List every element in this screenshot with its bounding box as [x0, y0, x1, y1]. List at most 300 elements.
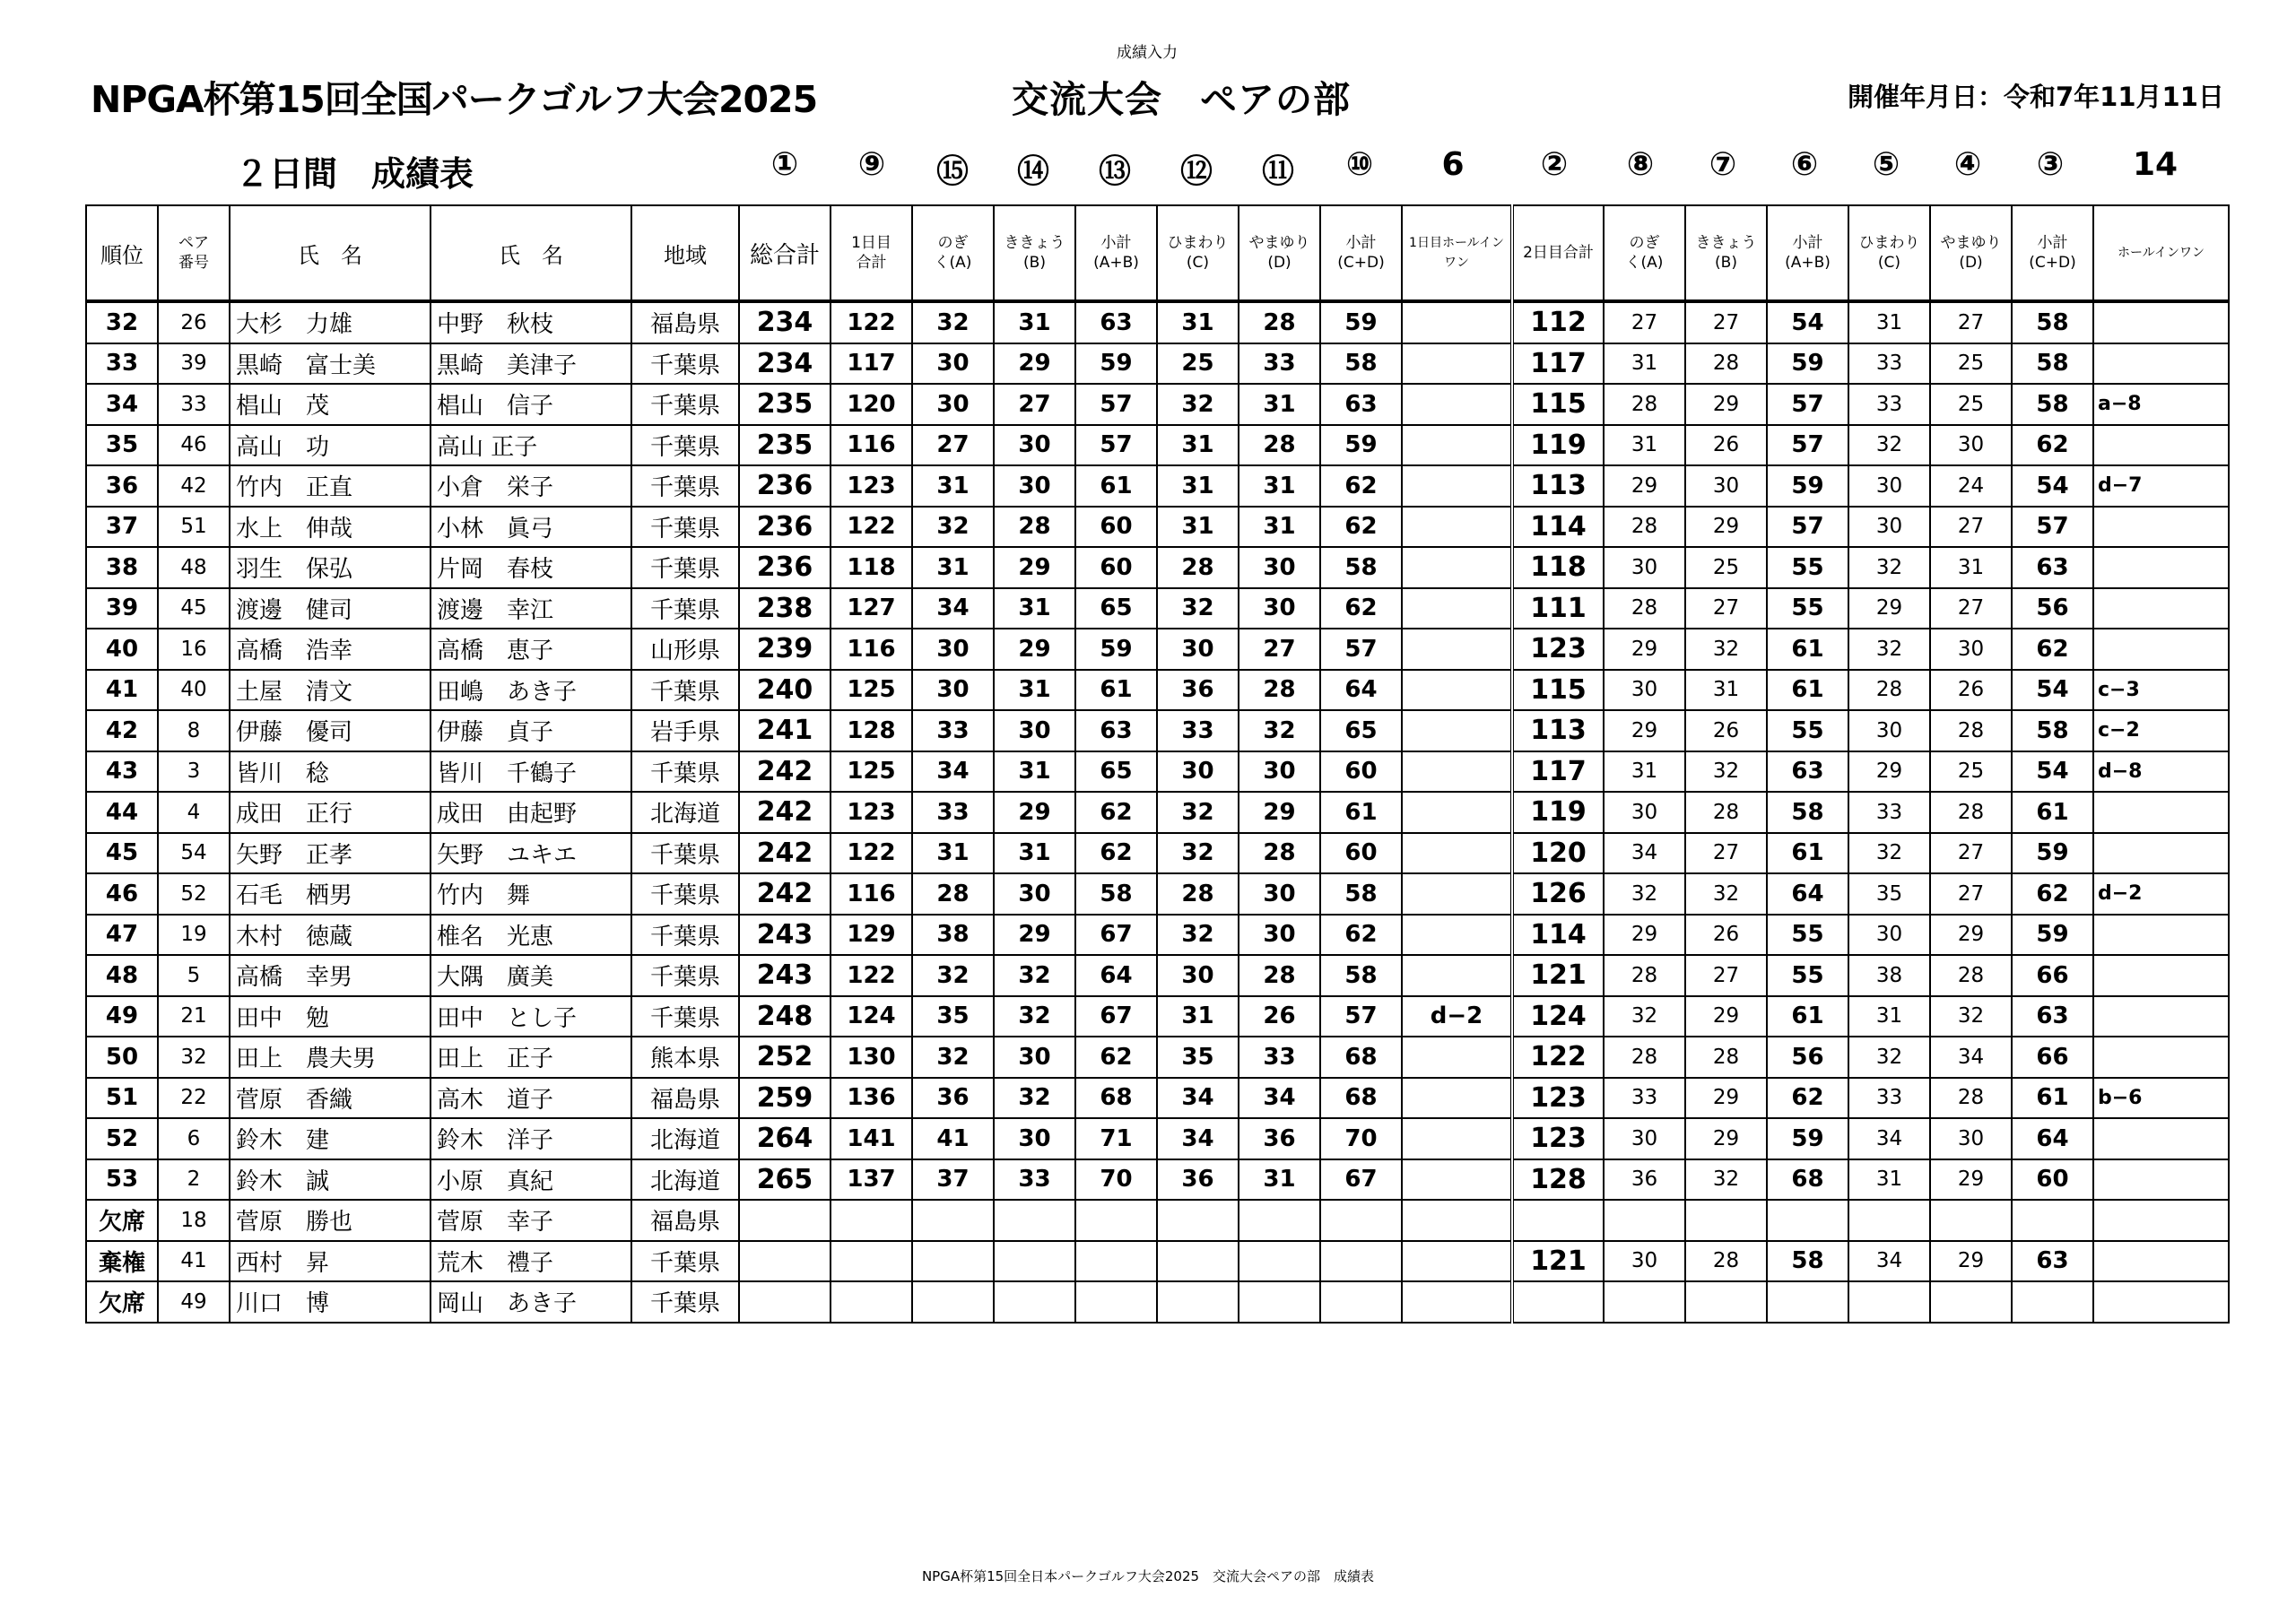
table-cell: 28 — [1604, 588, 1685, 629]
table-cell: 33 — [1848, 1078, 1930, 1119]
table-cell — [1604, 1281, 1685, 1323]
table-cell: 51 — [158, 507, 230, 548]
table-cell: 61 — [1075, 670, 1157, 711]
table-cell: 123 — [831, 792, 912, 833]
table-cell: 235 — [739, 425, 831, 466]
table-cell: 千葉県 — [631, 955, 739, 996]
table-cell — [1402, 1037, 1512, 1078]
table-cell: 122 — [831, 833, 912, 874]
table-cell: 61 — [1767, 670, 1848, 711]
table-cell: 38 — [912, 915, 994, 956]
table-cell: 熊本県 — [631, 1037, 739, 1078]
table-cell: 242 — [739, 833, 831, 874]
table-cell: 35 — [1157, 1037, 1239, 1078]
table-cell: 65 — [1075, 751, 1157, 793]
table-cell: 59 — [1320, 425, 1402, 466]
table-cell — [1685, 1281, 1767, 1323]
table-cell — [1402, 792, 1512, 833]
table-cell — [2093, 1241, 2229, 1282]
table-cell: a−8 — [2093, 384, 2229, 425]
table-cell — [2093, 425, 2229, 466]
table-cell: 243 — [739, 915, 831, 956]
table-cell: 椎名 光恵 — [430, 915, 631, 956]
table-cell — [1320, 1200, 1402, 1241]
table-cell — [739, 1241, 831, 1282]
table-cell: 28 — [1685, 343, 1767, 385]
table-cell: 千葉県 — [631, 465, 739, 507]
table-cell — [2093, 343, 2229, 385]
table-cell: 54 — [158, 833, 230, 874]
table-cell — [2093, 547, 2229, 588]
table-cell: 黒崎 美津子 — [430, 343, 631, 385]
table-cell: 29 — [1604, 710, 1685, 751]
table-cell: 32 — [1604, 996, 1685, 1037]
hole-number: 14 — [2132, 146, 2179, 183]
table-cell: 66 — [2012, 955, 2093, 996]
table-cell: 28 — [1604, 955, 1685, 996]
table-cell: 265 — [739, 1159, 831, 1201]
table-cell: 122 — [831, 507, 912, 548]
table-cell: 田嶋 あき子 — [430, 670, 631, 711]
table-cell: 252 — [739, 1037, 831, 1078]
table-cell: 58 — [2012, 384, 2093, 425]
table-cell: 石毛 栖男 — [230, 873, 430, 915]
table-cell: 28 — [1930, 792, 2012, 833]
table-cell: 30 — [1604, 1118, 1685, 1159]
table-cell: 32 — [1157, 588, 1239, 629]
table-cell: 57 — [1767, 507, 1848, 548]
table-row — [86, 955, 2229, 996]
table-cell: 欠席 — [86, 1200, 158, 1241]
table-cell: 33 — [1848, 384, 1930, 425]
table-cell: 37 — [912, 1159, 994, 1201]
table-cell: 千葉県 — [631, 343, 739, 385]
table-cell: 30 — [1604, 1241, 1685, 1282]
table-cell: 61 — [1767, 833, 1848, 874]
table-cell: 29 — [994, 629, 1075, 670]
table-cell: 47 — [86, 915, 158, 956]
table-cell: 64 — [1767, 873, 1848, 915]
table-cell: 55 — [1767, 588, 1848, 629]
table-cell — [2093, 1037, 2229, 1078]
table-cell: 30 — [1930, 1118, 2012, 1159]
table-cell: 59 — [2012, 833, 2093, 874]
table-cell: 40 — [158, 670, 230, 711]
table-cell: 130 — [831, 1037, 912, 1078]
table-cell: 62 — [2012, 425, 2093, 466]
table-cell — [2093, 792, 2229, 833]
table-cell: 61 — [1075, 465, 1157, 507]
table-cell: d−2 — [1402, 996, 1512, 1037]
table-cell: 123 — [1512, 1118, 1604, 1159]
table-cell: 高橋 浩幸 — [230, 629, 430, 670]
table-cell — [1402, 751, 1512, 793]
table-row — [86, 833, 2229, 874]
hole-number: ② — [1540, 146, 1569, 183]
table-cell: 32 — [994, 955, 1075, 996]
table-cell: 242 — [739, 873, 831, 915]
table-cell: 30 — [994, 1118, 1075, 1159]
table-cell: 30 — [1239, 588, 1320, 629]
table-cell: 小倉 栄子 — [430, 465, 631, 507]
table-cell: 57 — [2012, 507, 2093, 548]
table-cell: 62 — [1075, 792, 1157, 833]
table-cell: 千葉県 — [631, 588, 739, 629]
table-cell: 57 — [1767, 425, 1848, 466]
table-cell: 棄権 — [86, 1241, 158, 1282]
table-cell: 渡邊 健司 — [230, 588, 430, 629]
table-row — [86, 547, 2229, 588]
table-cell: 42 — [158, 465, 230, 507]
table-cell: 28 — [1239, 425, 1320, 466]
table-cell: 33 — [1604, 1078, 1685, 1119]
table-cell: 32 — [1157, 792, 1239, 833]
table-cell: 30 — [912, 670, 994, 711]
table-cell: 30 — [1848, 507, 1930, 548]
table-cell: 58 — [1767, 1241, 1848, 1282]
table-cell — [1157, 1281, 1239, 1323]
table-cell: 35 — [86, 425, 158, 466]
table-cell: 31 — [1157, 996, 1239, 1037]
table-cell: 29 — [1930, 1159, 2012, 1201]
table-cell: 28 — [1685, 1241, 1767, 1282]
table-cell: 116 — [831, 873, 912, 915]
table-cell: 64 — [1320, 670, 1402, 711]
table-cell: 28 — [1239, 833, 1320, 874]
table-cell: 31 — [1239, 507, 1320, 548]
table-cell: 25 — [1157, 343, 1239, 385]
table-cell: 62 — [1320, 915, 1402, 956]
table-cell: 70 — [1075, 1159, 1157, 1201]
table-row — [86, 465, 2229, 507]
table-cell: 33 — [994, 1159, 1075, 1201]
table-cell: c−3 — [2093, 670, 2229, 711]
table-cell: 木村 徳蔵 — [230, 915, 430, 956]
table-cell: 53 — [86, 1159, 158, 1201]
table-cell: 18 — [158, 1200, 230, 1241]
table-cell: 32 — [1685, 873, 1767, 915]
col-header: 小計(A+B) — [1075, 205, 1157, 301]
table-cell: 123 — [1512, 1078, 1604, 1119]
table-cell: d−8 — [2093, 751, 2229, 793]
hole-number: 6 — [1441, 146, 1465, 183]
table-cell — [1239, 1241, 1320, 1282]
table-cell: 33 — [1157, 710, 1239, 751]
table-cell: 67 — [1075, 915, 1157, 956]
hole-number: ③ — [2036, 146, 2065, 183]
table-cell: 岩手県 — [631, 710, 739, 751]
table-cell: 大隅 廣美 — [430, 955, 631, 996]
table-cell: c−2 — [2093, 710, 2229, 751]
table-cell: 62 — [2012, 873, 2093, 915]
table-cell: 65 — [1075, 588, 1157, 629]
page-footer: NPGA杯第15回全日本パークゴルフ大会2025 交流大会ペアの部 成績表 — [921, 1568, 1375, 1584]
table-cell — [2093, 1159, 2229, 1201]
table-cell: 123 — [831, 465, 912, 507]
table-cell: 28 — [912, 873, 994, 915]
table-cell: 32 — [1685, 751, 1767, 793]
table-cell: 西村 昇 — [230, 1241, 430, 1282]
table-cell: 29 — [1848, 588, 1930, 629]
table-row — [86, 751, 2229, 793]
table-cell: 28 — [1604, 384, 1685, 425]
table-cell: 27 — [1930, 301, 2012, 343]
table-cell: 矢野 ユキエ — [430, 833, 631, 874]
table-cell: 福島県 — [631, 301, 739, 343]
table-cell: 56 — [1767, 1037, 1848, 1078]
table-cell: 36 — [1157, 670, 1239, 711]
table-cell: 菅原 幸子 — [430, 1200, 631, 1241]
table-cell: 34 — [912, 588, 994, 629]
table-cell — [912, 1281, 994, 1323]
table-cell: 120 — [831, 384, 912, 425]
table-cell: 71 — [1075, 1118, 1157, 1159]
table-cell: 矢野 正孝 — [230, 833, 430, 874]
table-cell: 63 — [1320, 384, 1402, 425]
table-cell: 129 — [831, 915, 912, 956]
table-cell: 48 — [86, 955, 158, 996]
table-cell: 64 — [1075, 955, 1157, 996]
table-cell: 片岡 春枝 — [430, 547, 631, 588]
table-cell: 54 — [1767, 301, 1848, 343]
table-cell: 29 — [1685, 996, 1767, 1037]
table-cell: 30 — [1157, 955, 1239, 996]
table-cell: 32 — [1239, 710, 1320, 751]
table-cell: 60 — [1320, 833, 1402, 874]
table-cell: 235 — [739, 384, 831, 425]
table-cell: 30 — [1848, 465, 1930, 507]
table-cell: 31 — [1239, 384, 1320, 425]
table-cell: 264 — [739, 1118, 831, 1159]
table-cell: 48 — [158, 547, 230, 588]
table-cell: 欠席 — [86, 1281, 158, 1323]
table-cell: b−6 — [2093, 1078, 2229, 1119]
table-cell: 31 — [994, 751, 1075, 793]
table-cell: 32 — [1848, 629, 1930, 670]
table-cell: 66 — [2012, 1037, 2093, 1078]
table-cell — [1402, 1078, 1512, 1119]
table-cell: 28 — [1157, 547, 1239, 588]
table-cell: 27 — [912, 425, 994, 466]
col-header: ペア番号 — [158, 205, 230, 301]
table-cell: 63 — [1767, 751, 1848, 793]
table-cell: 28 — [1848, 670, 1930, 711]
table-cell: 45 — [86, 833, 158, 874]
table-cell: 29 — [1685, 384, 1767, 425]
table-cell: 2 — [158, 1159, 230, 1201]
table-cell — [1402, 301, 1512, 343]
table-cell: 26 — [1930, 670, 2012, 711]
table-row — [86, 588, 2229, 629]
table-cell: 60 — [2012, 1159, 2093, 1201]
table-cell: 28 — [1239, 955, 1320, 996]
table-row — [86, 873, 2229, 915]
table-cell: 70 — [1320, 1118, 1402, 1159]
table-cell — [1604, 1200, 1685, 1241]
table-cell: 25 — [1685, 547, 1767, 588]
table-cell — [1320, 1281, 1402, 1323]
table-cell: 52 — [86, 1118, 158, 1159]
table-cell — [994, 1200, 1075, 1241]
table-cell — [1402, 1159, 1512, 1201]
table-cell: 122 — [831, 301, 912, 343]
table-row — [86, 1037, 2229, 1078]
hole-number: ④ — [1953, 146, 1982, 183]
table-cell: 31 — [1604, 751, 1685, 793]
table-cell — [1402, 465, 1512, 507]
col-header: 小計(C+D) — [1320, 205, 1402, 301]
table-cell: 黒崎 富士美 — [230, 343, 430, 385]
table-cell — [1402, 1241, 1512, 1282]
table-cell: 57 — [1075, 425, 1157, 466]
table-cell: 37 — [86, 507, 158, 548]
table-cell: 39 — [86, 588, 158, 629]
table-cell: 菅原 香織 — [230, 1078, 430, 1119]
table-cell: 24 — [1930, 465, 2012, 507]
hole-number: ⑭ — [1016, 153, 1050, 190]
event-date: 開催年月日：令和7年11月11日 — [1848, 82, 2224, 112]
table-row — [86, 301, 2229, 343]
table-cell — [1402, 507, 1512, 548]
table-cell: 中野 秋枝 — [430, 301, 631, 343]
table-cell: 北海道 — [631, 1159, 739, 1201]
table-cell: 19 — [158, 915, 230, 956]
table-cell: 千葉県 — [631, 996, 739, 1037]
table-cell: 伊藤 優司 — [230, 710, 430, 751]
table-cell: 35 — [912, 996, 994, 1037]
table-cell: 椙山 茂 — [230, 384, 430, 425]
table-cell — [1075, 1241, 1157, 1282]
table-cell: 68 — [1320, 1078, 1402, 1119]
table-cell: 千葉県 — [631, 751, 739, 793]
table-cell: 58 — [1320, 343, 1402, 385]
table-cell: 31 — [1604, 425, 1685, 466]
table-cell: 62 — [1320, 588, 1402, 629]
table-cell — [1402, 915, 1512, 956]
table-cell: 34 — [1930, 1037, 2012, 1078]
table-cell: 小原 真紀 — [430, 1159, 631, 1201]
table-cell: 243 — [739, 955, 831, 996]
table-cell: 59 — [2012, 915, 2093, 956]
table-cell: 33 — [912, 792, 994, 833]
table-cell: 31 — [994, 833, 1075, 874]
table-cell: 63 — [2012, 1241, 2093, 1282]
table-cell: 27 — [1930, 873, 2012, 915]
table-cell: 31 — [1848, 301, 1930, 343]
table-row — [86, 1241, 2229, 1282]
table-cell: 成田 正行 — [230, 792, 430, 833]
table-cell: 115 — [1512, 670, 1604, 711]
table-cell: 29 — [1930, 915, 2012, 956]
table-cell: 32 — [1157, 833, 1239, 874]
col-header: 1日目合計 — [831, 205, 912, 301]
table-cell — [2093, 301, 2229, 343]
table-cell: 34 — [1157, 1078, 1239, 1119]
table-cell: 61 — [1767, 629, 1848, 670]
table-cell — [1402, 1281, 1512, 1323]
table-cell: 35 — [1848, 873, 1930, 915]
table-cell — [831, 1241, 912, 1282]
table-cell: 59 — [1320, 301, 1402, 343]
table-cell: 46 — [86, 873, 158, 915]
table-cell: 32 — [994, 996, 1075, 1037]
table-cell: 32 — [1604, 873, 1685, 915]
col-header: ききょう(B) — [994, 205, 1075, 301]
table-cell: 34 — [86, 384, 158, 425]
table-cell — [1075, 1281, 1157, 1323]
table-cell: 55 — [1767, 547, 1848, 588]
table-cell: 千葉県 — [631, 384, 739, 425]
table-cell — [831, 1281, 912, 1323]
table-cell: 34 — [1157, 1118, 1239, 1159]
table-cell — [2012, 1281, 2093, 1323]
table-cell: 55 — [1767, 915, 1848, 956]
table-cell: 28 — [1239, 301, 1320, 343]
table-cell: 29 — [1685, 1118, 1767, 1159]
table-cell: 高山 正子 — [430, 425, 631, 466]
table-cell: 千葉県 — [631, 833, 739, 874]
table-cell: 68 — [1075, 1078, 1157, 1119]
table-cell: 32 — [912, 301, 994, 343]
table-cell: 高木 道子 — [430, 1078, 631, 1119]
table-cell — [739, 1200, 831, 1241]
table-cell: 39 — [158, 343, 230, 385]
table-cell — [2093, 915, 2229, 956]
table-cell: 44 — [86, 792, 158, 833]
table-cell — [1402, 710, 1512, 751]
table-cell: 30 — [1604, 547, 1685, 588]
table-cell: 25 — [1930, 343, 2012, 385]
table-cell: 30 — [994, 1037, 1075, 1078]
table-cell: 259 — [739, 1078, 831, 1119]
table-cell: 渡邊 幸江 — [430, 588, 631, 629]
table-cell: 58 — [1320, 955, 1402, 996]
table-cell: 26 — [1239, 996, 1320, 1037]
table-cell: 30 — [994, 710, 1075, 751]
table-cell: 27 — [1930, 507, 2012, 548]
table-cell: 高山 功 — [230, 425, 430, 466]
col-header: ききょう(B) — [1685, 205, 1767, 301]
hole-number: ⑪ — [1261, 153, 1295, 190]
table-cell — [1402, 629, 1512, 670]
table-cell: 5 — [158, 955, 230, 996]
table-cell: 32 — [1848, 833, 1930, 874]
table-cell: 千葉県 — [631, 547, 739, 588]
table-cell: 31 — [1157, 465, 1239, 507]
table-cell: 30 — [912, 343, 994, 385]
table-cell — [2093, 507, 2229, 548]
table-cell: 30 — [994, 873, 1075, 915]
table-cell: 63 — [2012, 996, 2093, 1037]
table-cell: 竹内 正直 — [230, 465, 430, 507]
table-cell: 31 — [1157, 425, 1239, 466]
table-cell: 16 — [158, 629, 230, 670]
table-cell — [739, 1281, 831, 1323]
col-header: 氏 名 — [230, 205, 430, 301]
table-cell: 28 — [1930, 710, 2012, 751]
table-cell: 38 — [86, 547, 158, 588]
table-header-row — [86, 205, 2229, 301]
table-cell — [1402, 384, 1512, 425]
table-cell: 122 — [831, 955, 912, 996]
table-cell: 30 — [1239, 751, 1320, 793]
table-cell: 61 — [1320, 792, 1402, 833]
table-cell: 30 — [1930, 629, 2012, 670]
table-cell: 竹内 舞 — [430, 873, 631, 915]
table-row — [86, 425, 2229, 466]
table-cell: 27 — [1685, 833, 1767, 874]
table-cell: 28 — [994, 507, 1075, 548]
